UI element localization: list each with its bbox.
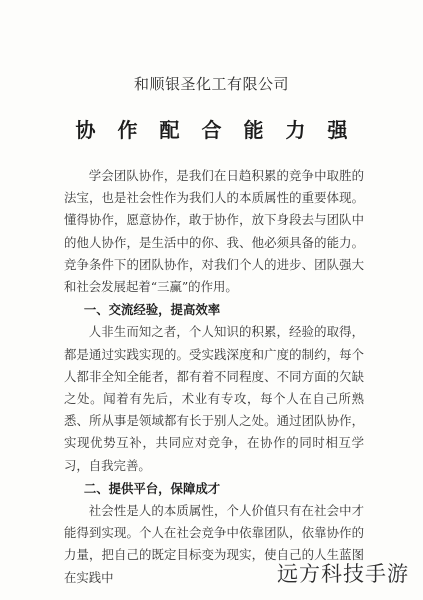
body-paragraph-2: 社会性是人的本质属性，个人价值只有在社会中才能得到实现。个人在社会竞争中依靠团队，依靠协作的力量，把自己的既定目标变为现实，使自己的人生蓝图在实践中 — [64, 503, 364, 585]
body-paragraph-1: 人非生而知之者，个人知识的积累，经验的取得，都是通过实践实现的。受实践深度和广度的制约，每个人都非全知全能者，都有着不同程度、不同方面的欠缺之处。闻着有先后，术业有专攻，每个人在自己所熟悉、所从事是领域都有长于别人之处。通过团队协作，实现优势互补，共同应对竞争，在协作的同时相互学习，自我完善。 — [64, 324, 364, 473]
watermark-text: 远方科技手游 — [277, 562, 409, 586]
section-heading-1: 一、交流经验，提高效率 — [83, 302, 221, 318]
section-heading-2: 二、提供平台，保障成才 — [83, 480, 221, 496]
document-body — [64, 165, 364, 589]
company-name: 和顺银圣化工有限公司 — [133, 75, 289, 93]
body-paragraph-intro: 学会团队协作，是我们在日趋积累的竞争中取胜的法宝，也是社会性作为我们人的本质属性的重要体现。懂得协作，愿意协作，敢于协作，放下身段去与团队中的他人协作，是生活中的你、我、他必须具备的能力。竞争条件下的团队协作，对我们个人的进步、团队强大和社会发展起着“三赢”的作用。 — [64, 168, 364, 295]
document-title: 协作配合能力强 — [75, 118, 370, 142]
